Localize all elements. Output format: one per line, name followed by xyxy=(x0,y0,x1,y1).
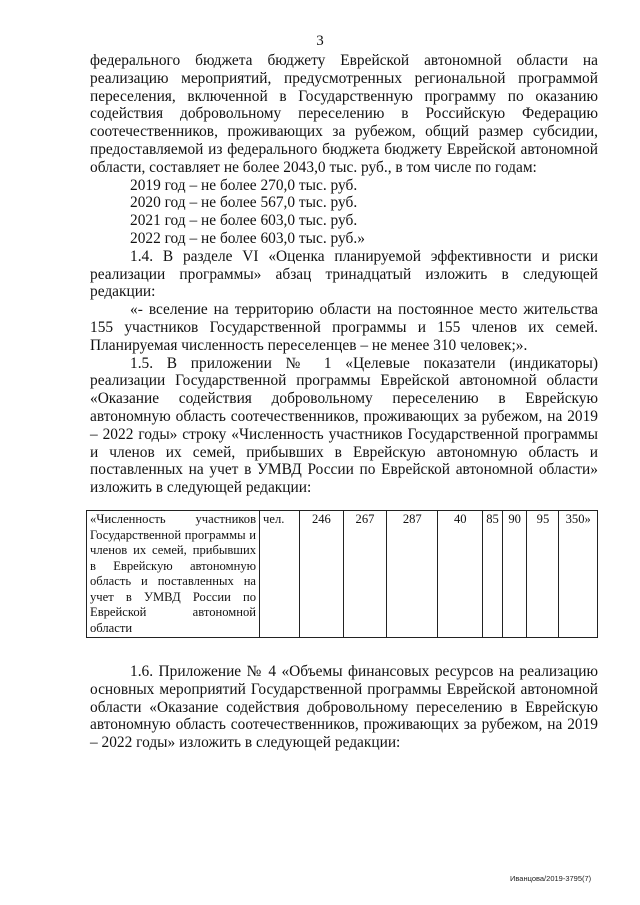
paragraph-year-2020: 2020 год – не более 567,0 тыс. руб. xyxy=(130,194,358,212)
body-text-bottom xyxy=(90,663,598,752)
footer-document-code: Иванцова/2019-3795(7) xyxy=(510,874,592,883)
paragraph-1-6: 1.6. Приложение № 4 «Объемы финансовых ресурсов на реализацию основных мероприятий Государственной программы Еврейской автономной области «Оказание содействия добровольному переселению в Еврейскую автономную область соотечественников, проживающих за рубежом, на 2019 – 2022 годы» изложить в следующей редакции: xyxy=(90,663,598,752)
indicator-name-cell: «Численность участников Государственной программы и членов их семей, прибывших в Еврейскую автономную область и поставленных на учет в УМВД России по Еврейской автономной области xyxy=(87,511,260,638)
table-row xyxy=(87,511,598,638)
paragraph-1-5: 1.5. В приложении № 1 «Целевые показатели (индикаторы) реализации Государственной программы Еврейской автономной области «Оказание содействия добровольному переселению в Еврейскую автономную область соотечественников, проживающих за рубежом, на 2019 – 2022 годы» строку «Численность участников Государственной программы и членов их семей, прибывших в Еврейскую автономную область и поставленных на учет в УМВД России по Еврейской автономной области» изложить в следующей редакции: xyxy=(90,354,598,497)
paragraph-year-2021: 2021 год – не более 603,0 тыс. руб. xyxy=(130,212,358,230)
paragraph-subsidy: федерального бюджета бюджету Еврейской автономной области на реализацию мероприятий, предусмотренных региональной программой переселения, включенной в Государственную программу по оказанию содействия добровольному переселению в Российскую Федерацию соотечественников, проживающих за рубежом, общий размер субсидии, предоставляемой из федерального бюджета бюджету Еврейской автономной области, составляет не более 2043,0 тыс. руб., в том числе по годам: xyxy=(90,52,598,176)
indicator-value-cell: 246 xyxy=(300,511,344,638)
indicator-table xyxy=(86,510,598,638)
indicator-value-cell: 267 xyxy=(343,511,387,638)
indicator-value-cell: 350» xyxy=(559,511,598,638)
indicator-value-cell: 40 xyxy=(438,511,483,638)
indicator-value-cell: 287 xyxy=(387,511,438,638)
paragraph-quote-settlement: «- вселение на территорию области на постоянное место жительства 155 участников Государственной программы и 155 членов их семей. Планируемая численность переселенцев – не менее 310 человек;». xyxy=(90,301,598,354)
indicator-value-cell: 85 xyxy=(483,511,503,638)
indicator-unit-cell: чел. xyxy=(260,511,300,638)
page-number: 3 xyxy=(316,33,324,49)
paragraph-year-2022: 2022 год – не более 603,0 тыс. руб.» xyxy=(130,229,365,247)
indicator-value-cell: 95 xyxy=(527,511,559,638)
paragraph-1-4: 1.4. В разделе VI «Оценка планируемой эффективности и риски реализации программы» абзац тринадцатый изложить в следующей редакции: xyxy=(90,247,598,301)
body-text-top xyxy=(90,52,598,497)
indicator-value-cell: 90 xyxy=(502,511,527,638)
paragraph-year-2019: 2019 год – не более 270,0 тыс. руб. xyxy=(130,176,358,194)
